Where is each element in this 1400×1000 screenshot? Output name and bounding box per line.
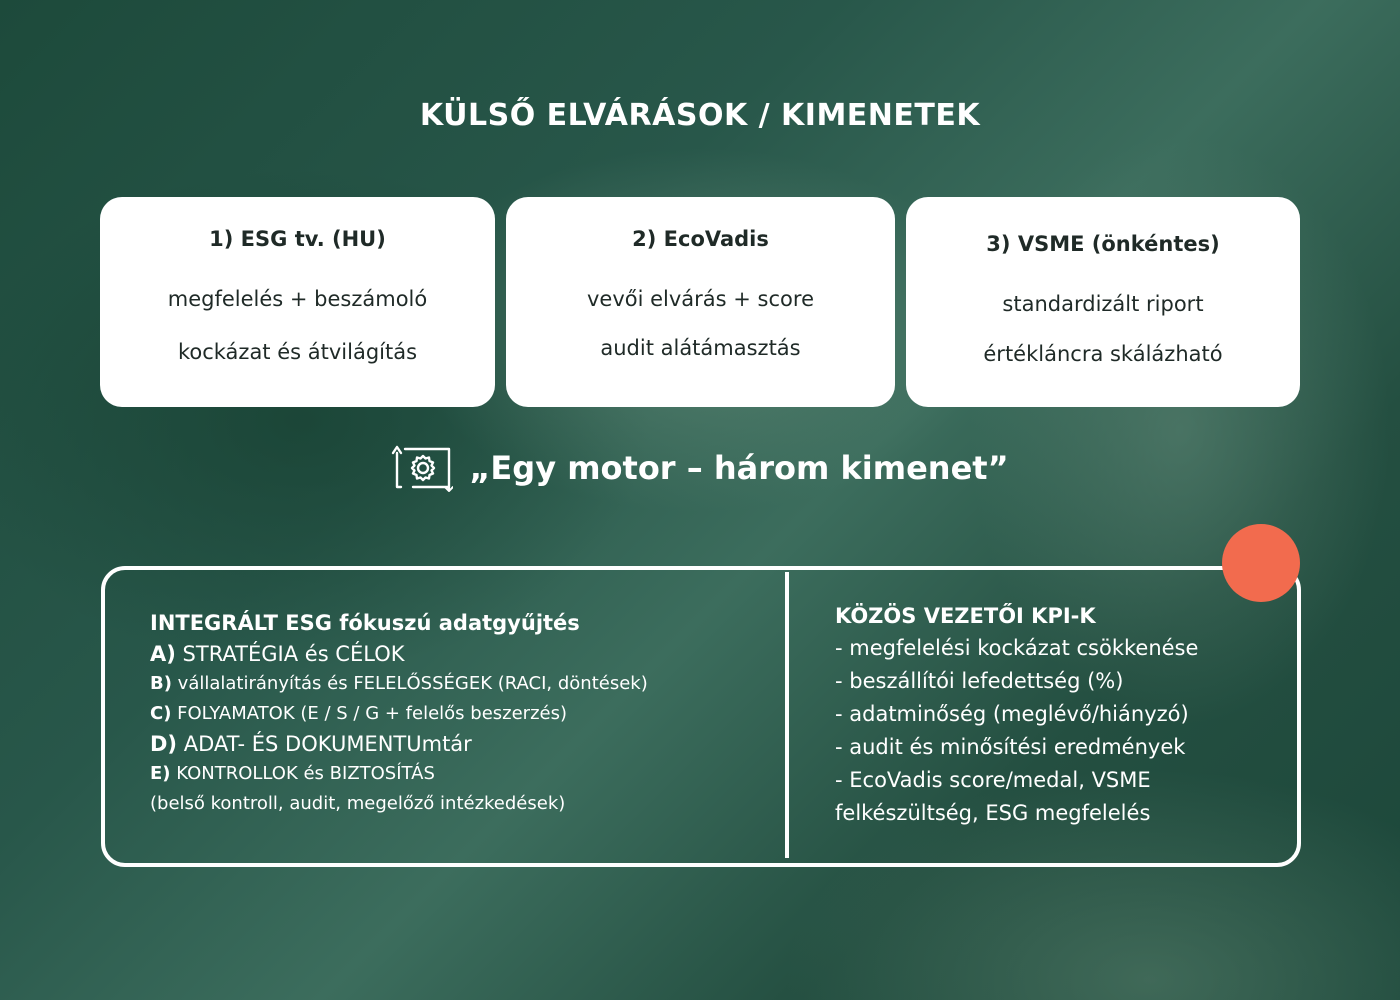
motor-tagline-row xyxy=(0,440,1400,496)
kpi-item: - adatminőség (meglévő/hiányzó) xyxy=(835,702,1189,726)
list-item-note: (belső kontroll, audit, megelőző intézkedések) xyxy=(150,793,566,814)
kpi-heading: KÖZÖS VEZETŐI KPI-K xyxy=(835,604,1096,628)
list-item: E) KONTROLLOK és BIZTOSÍTÁS xyxy=(150,763,435,784)
card-line-2: audit alátámasztás xyxy=(600,336,801,360)
list-item: C) FOLYAMATOK (E / S / G + felelős beszerzés) xyxy=(150,703,567,724)
card-title: 3) VSME (önkéntes) xyxy=(986,232,1220,256)
card-line-1: vevői elvárás + score xyxy=(586,287,814,311)
list-item: D) ADAT- ÉS DOKUMENTUmtár xyxy=(150,732,472,756)
card-esg-law xyxy=(100,197,495,407)
kpi-item: - beszállítói lefedettség (%) xyxy=(835,669,1124,693)
kpi-item: felkészültség, ESG megfelelés xyxy=(835,801,1151,825)
list-item: A) STRATÉGIA és CÉLOK xyxy=(150,642,405,666)
data-collection-column xyxy=(150,607,770,819)
kpi-column xyxy=(835,600,1275,830)
kpi-item: - EcoVadis score/medal, VSME xyxy=(835,768,1151,792)
kpi-item: - megfelelési kockázat csökkenése xyxy=(835,636,1199,660)
gear-cycle-icon xyxy=(391,443,453,493)
card-ecovadis xyxy=(506,197,895,407)
card-line-2: kockázat és átvilágítás xyxy=(177,340,418,364)
page-title: KÜLSŐ ELVÁRÁSOK / KIMENETEK xyxy=(419,98,981,133)
card-vsme xyxy=(906,197,1300,407)
list-item: B) vállalatirányítás és FELELŐSSÉGEK (RACI, döntések) xyxy=(150,673,648,694)
accent-dot xyxy=(1222,524,1300,602)
panel-divider xyxy=(785,572,789,858)
kpi-item: - audit és minősítési eredmények xyxy=(835,735,1186,759)
card-line-2: értékláncra skálázható xyxy=(983,342,1223,366)
card-line-1: standardizált riport xyxy=(1002,292,1204,316)
data-collection-heading: INTEGRÁLT ESG fókuszú adatgyűjtés xyxy=(150,611,580,635)
card-title: 2) EcoVadis xyxy=(632,227,769,251)
card-title: 1) ESG tv. (HU) xyxy=(209,227,386,251)
motor-tagline: „Egy motor – három kimenet” xyxy=(469,449,1009,487)
card-line-1: megfelelés + beszámoló xyxy=(167,287,428,311)
